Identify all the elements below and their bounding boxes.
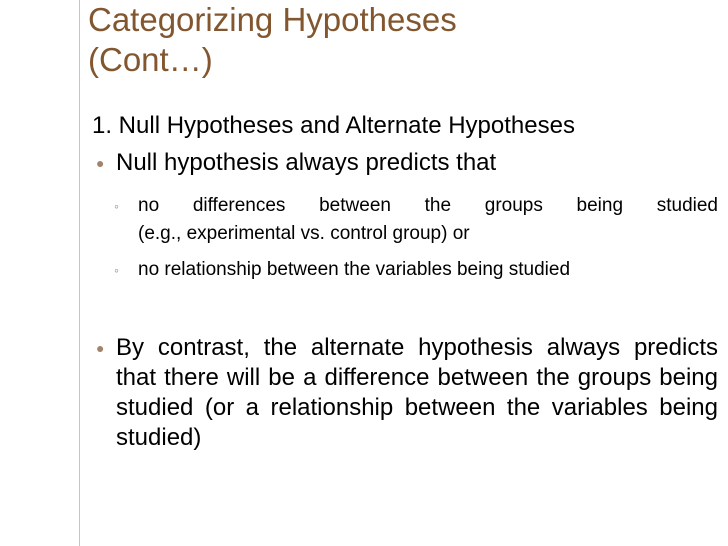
left-rule [79, 0, 80, 546]
sub-bullet-icon: ◦ [114, 198, 119, 214]
bullet-icon: ● [96, 340, 105, 356]
bullet-icon: ● [96, 155, 105, 171]
title-line-1: Categorizing Hypotheses [88, 1, 457, 38]
bullet-text: Null hypothesis always predicts that [116, 149, 497, 176]
slide-title [88, 0, 688, 80]
sub-bullet-item-no-differences [114, 192, 718, 248]
sub-bullet-line: no relationship between the variables being studied [138, 259, 571, 280]
sub-bullet-item-no-relationship [114, 256, 718, 284]
sub-bullet-text [138, 192, 718, 248]
bullet-text: By contrast, the alternate hypothesis always predicts that there will be a difference between the groups being studied (or a relationship between the variables being studied) [116, 334, 718, 451]
bullet-item-null-hypothesis [96, 148, 718, 178]
title-line-2: (Cont…) [88, 41, 213, 78]
sub-bullet-line: no differences between the groups being studied [138, 195, 718, 216]
bullet-item-alternate-hypothesis [96, 333, 718, 453]
sub-bullet-line: (e.g., experimental vs. control group) or [138, 223, 470, 244]
sub-bullet-text [138, 256, 718, 284]
sub-bullet-icon: ◦ [114, 262, 119, 278]
section-heading: 1. Null Hypotheses and Alternate Hypotheses [92, 112, 575, 139]
